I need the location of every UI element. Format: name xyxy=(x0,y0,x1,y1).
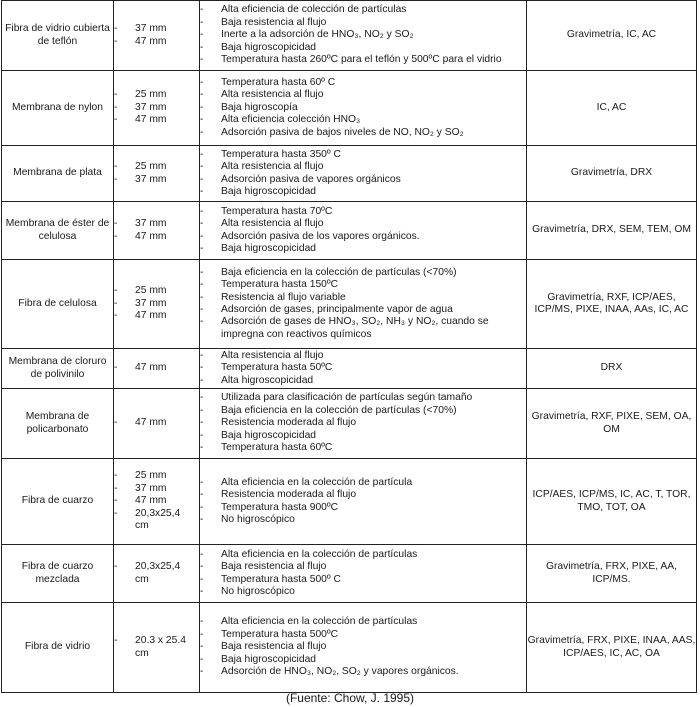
analysis-methods-cell: IC, AC xyxy=(527,71,697,146)
property-item: - Baja resistencia al flujo xyxy=(200,641,526,653)
table-row xyxy=(2,202,697,260)
filter-properties-cell xyxy=(200,459,527,545)
size-item: - 47 mm xyxy=(114,495,199,507)
size-item: - 47 mm xyxy=(114,231,199,243)
table-row xyxy=(2,459,697,545)
size-list xyxy=(114,89,199,126)
property-item: - Temperatura hasta 500º C xyxy=(200,574,526,586)
filter-type-cell: Fibra de vidrio xyxy=(2,603,114,693)
analysis-methods-cell: Gravimetría, DRX xyxy=(527,146,697,202)
property-item: - Alta resistencia al flujo xyxy=(200,161,526,173)
size-item: - 37 mm xyxy=(114,102,199,114)
table-row xyxy=(2,545,697,603)
table-row xyxy=(2,260,697,349)
property-item: - Temperatura hasta 150ºC xyxy=(200,279,526,291)
property-item: - Adsorción de HNO₃, NO₂, SO₂ y vapores orgánicos. xyxy=(200,666,526,678)
property-item: - Adsorción de gases, principalmente vapor de agua xyxy=(200,304,526,316)
property-item: - Baja resistencia al flujo xyxy=(200,561,526,573)
property-item: - Baja resistencia al flujo xyxy=(200,17,526,29)
filter-properties-cell xyxy=(200,1,527,71)
property-item: - Alta eficiencia colección HNO₃ xyxy=(200,114,526,126)
filter-comparison-table xyxy=(1,0,697,693)
table-row xyxy=(2,389,697,459)
property-item: - Alta higroscopicidad xyxy=(200,375,526,387)
size-item: - 47 mm xyxy=(114,36,199,48)
filter-properties-cell xyxy=(200,202,527,260)
filter-size-cell xyxy=(114,459,200,545)
property-item: - Alta resistencia al flujo xyxy=(200,218,526,230)
property-list xyxy=(200,350,526,387)
property-item: - Adsorción de gases de HNO₃, SO₂, NH₃ y NO₂, cuando se xyxy=(200,316,526,328)
property-item: - Temperatura hasta 350º C xyxy=(200,149,526,161)
property-item: - Resistencia al flujo variable xyxy=(200,292,526,304)
filter-size-cell xyxy=(114,389,200,459)
analysis-methods-cell: Gravimetría, RXF, ICP/AES, ICP/MS, PIXE, INAA, AAs, IC, AC xyxy=(527,260,697,349)
property-item: - Inerte a la adsorción de HNO₃, NO₂ y SO₂ xyxy=(200,29,526,41)
filter-size-cell xyxy=(114,146,200,202)
property-item: - Adsorción pasiva de bajos niveles de NO, NO₂ y SO₂ xyxy=(200,127,526,139)
property-item: - No higroscópico xyxy=(200,514,526,526)
property-item: - Utilizada para clasificación de partículas según tamaño xyxy=(200,392,526,404)
filter-properties-cell xyxy=(200,349,527,389)
size-list xyxy=(114,470,199,532)
analysis-methods-cell: Gravimetría, FRX, PIXE, INAA, AAS, ICP/AES, IC, AC, OA xyxy=(527,603,697,693)
size-item: cm xyxy=(135,647,149,659)
table-row xyxy=(2,71,697,146)
property-item: - Alta resistencia al flujo xyxy=(200,350,526,362)
size-item: - 37 mm xyxy=(114,218,199,230)
property-item: - Alta eficiencia de colección de partículas xyxy=(200,4,526,16)
size-list xyxy=(114,285,199,322)
size-item: - 47 mm xyxy=(114,362,199,374)
filter-size-cell xyxy=(114,1,200,71)
table-row xyxy=(2,603,697,693)
size-item: - 37 mm xyxy=(114,483,199,495)
property-list xyxy=(200,77,526,139)
property-item: - Resistencia moderada al flujo xyxy=(200,489,526,501)
property-list xyxy=(200,549,526,599)
filter-type-cell: Membrana de éster de celulosa xyxy=(2,202,114,260)
size-list xyxy=(114,23,199,48)
property-item: impregna con reactivos químicos xyxy=(221,328,372,340)
filter-type-cell: Fibra de vidrio cubierta de teflón xyxy=(2,1,114,71)
size-list xyxy=(114,635,199,660)
size-list xyxy=(114,218,199,243)
property-item: - Baja eficiencia en la colección de partículas (<70%) xyxy=(200,267,526,279)
size-item: - 47 mm xyxy=(114,114,199,126)
size-list xyxy=(114,161,199,186)
size-item: cm xyxy=(135,573,149,585)
filter-type-cell: Fibra de cuarzo xyxy=(2,459,114,545)
filter-type-cell: Membrana de policarbonato xyxy=(2,389,114,459)
analysis-methods-cell: Gravimetría, IC, AC xyxy=(527,1,697,71)
filter-properties-cell xyxy=(200,71,527,146)
table-row xyxy=(2,1,697,71)
analysis-methods-cell: Gravimetría, DRX, SEM, TEM, OM xyxy=(527,202,697,260)
property-item: - Temperatura hasta 60ºC xyxy=(200,442,526,454)
property-item: - Baja higroscopicidad xyxy=(200,42,526,54)
property-item: - Adsorción pasiva de vapores orgánicos xyxy=(200,174,526,186)
filter-size-cell xyxy=(114,349,200,389)
source-citation: (Fuente: Chow, J. 1995) xyxy=(285,691,415,705)
size-item: cm xyxy=(135,520,149,532)
property-item: - Alta eficiencia en la colección de partículas xyxy=(200,616,526,628)
size-item: - 37 mm xyxy=(114,174,199,186)
size-item: - 20,3x25,4 xyxy=(114,561,199,573)
property-item: - Temperatura hasta 60º C xyxy=(200,77,526,89)
property-item: - Baja eficiencia en la colección de partículas (<70%) xyxy=(200,405,526,417)
filter-type-cell: Fibra de celulosa xyxy=(2,260,114,349)
property-list xyxy=(200,477,526,527)
filter-size-cell xyxy=(114,202,200,260)
property-item: - Temperatura hasta 50ºC xyxy=(200,362,526,374)
property-item: - Baja higroscopicidad xyxy=(200,654,526,666)
property-item: - No higroscópico xyxy=(200,586,526,598)
filter-size-cell xyxy=(114,545,200,603)
analysis-methods-cell: Gravimetría, FRX, PIXE, AA, ICP/MS. xyxy=(527,545,697,603)
size-item: - 25 mm xyxy=(114,285,199,297)
table-row xyxy=(2,146,697,202)
size-item: - 47 mm xyxy=(114,310,199,322)
property-item: - Temperatura hasta 900ºC xyxy=(200,502,526,514)
property-item: - Baja higroscopía xyxy=(200,102,526,114)
filter-properties-cell xyxy=(200,603,527,693)
property-item: - Baja higroscopicidad xyxy=(200,243,526,255)
property-list xyxy=(200,206,526,256)
property-item: - Resistencia moderada al flujo xyxy=(200,417,526,429)
property-item: - Temperatura hasta 500ºC xyxy=(200,629,526,641)
analysis-methods-cell: DRX xyxy=(527,349,697,389)
property-item: - Adsorción pasiva de los vapores orgánicos. xyxy=(200,231,526,243)
property-item: - Baja higroscopicidad xyxy=(200,186,526,198)
filter-size-cell xyxy=(114,260,200,349)
filter-size-cell xyxy=(114,603,200,693)
filter-type-cell: Membrana de cloruro de polivinilo xyxy=(2,349,114,389)
filter-properties-cell xyxy=(200,146,527,202)
property-item: - Alta eficiencia en la colección de partículas xyxy=(200,549,526,561)
property-item: - Temperatura hasta 260ºC para el teflón y 500ºC para el vidrio xyxy=(200,54,526,66)
size-item: - 20,3x25,4 xyxy=(114,508,199,520)
size-item: - 37 mm xyxy=(114,298,199,310)
filter-size-cell xyxy=(114,71,200,146)
filter-type-cell: Fibra de cuarzo mezclada xyxy=(2,545,114,603)
table-row xyxy=(2,349,697,389)
size-item: - 25 mm xyxy=(114,161,199,173)
size-list xyxy=(114,561,199,586)
size-item: - 20.3 x 25.4 xyxy=(114,635,199,647)
property-list xyxy=(200,149,526,199)
size-list xyxy=(114,417,199,429)
size-item: - 37 mm xyxy=(114,23,199,35)
filter-properties-cell xyxy=(200,260,527,349)
size-list xyxy=(114,362,199,374)
property-list xyxy=(200,267,526,341)
property-item: - Alta resistencia al flujo xyxy=(200,89,526,101)
size-item: - 25 mm xyxy=(114,470,199,482)
analysis-methods-cell: ICP/AES, ICP/MS, IC, AC, T, TOR, TMO, TOT, OA xyxy=(527,459,697,545)
filter-type-cell: Membrana de nylon xyxy=(2,71,114,146)
property-list xyxy=(200,616,526,678)
property-item: - Baja higroscopicidad xyxy=(200,430,526,442)
filter-properties-cell xyxy=(200,545,527,603)
property-list xyxy=(200,4,526,66)
filter-properties-cell xyxy=(200,389,527,459)
size-item: - 25 mm xyxy=(114,89,199,101)
filter-type-cell: Membrana de plata xyxy=(2,146,114,202)
size-item: - 47 mm xyxy=(114,417,199,429)
property-list xyxy=(200,392,526,454)
analysis-methods-cell: Gravimetría, RXF, PIXE, SEM, OA, OM xyxy=(527,389,697,459)
property-item: - Alta eficiencia en la colección de partícula xyxy=(200,477,526,489)
property-item: - Temperatura hasta 70ºC xyxy=(200,206,526,218)
